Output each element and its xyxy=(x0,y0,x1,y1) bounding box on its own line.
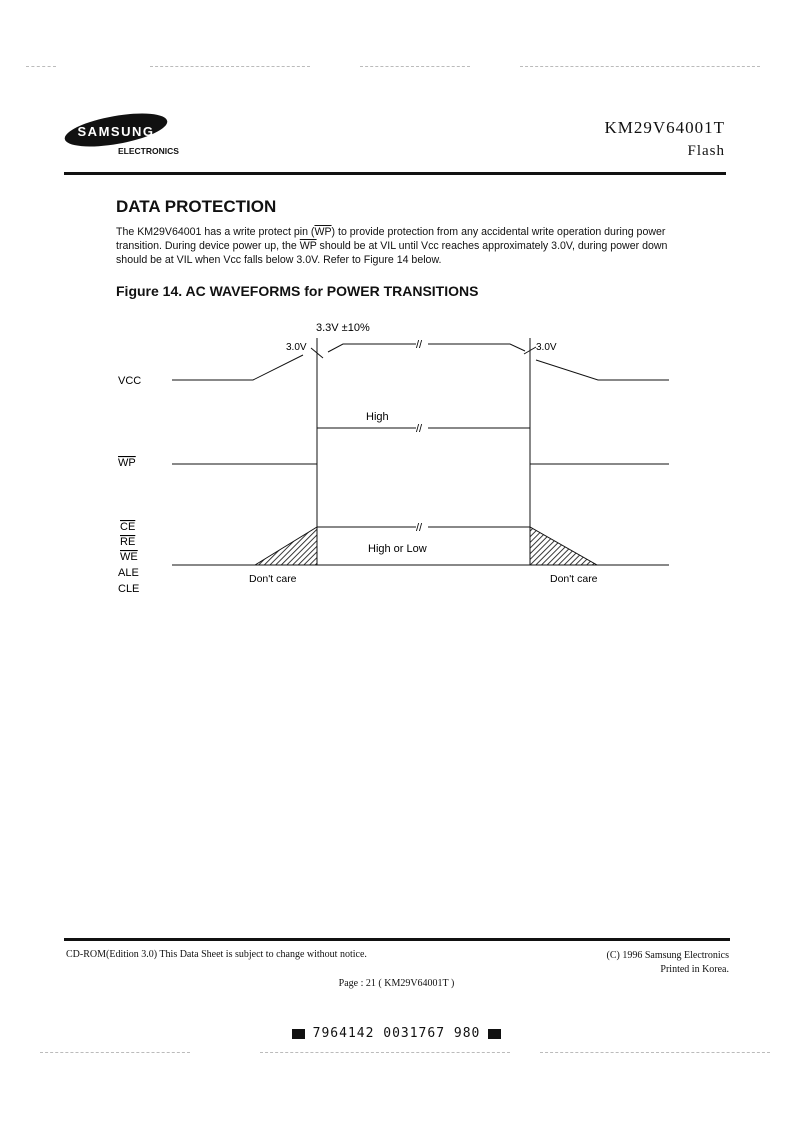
vcc-high-right xyxy=(428,344,525,351)
page-number: Page : 21 ( KM29V64001T ) xyxy=(338,978,455,989)
threshold-label-right: 3.0V xyxy=(536,342,557,353)
barcode-row xyxy=(0,1026,793,1041)
paragraph-pin-wp: $\overline{WP}$ xyxy=(314,226,332,238)
scan-mark xyxy=(40,1052,190,1053)
scan-mark xyxy=(520,66,760,67)
footer-divider xyxy=(64,938,730,941)
footer-copyright: (C) 1996 Samsung Electronics xyxy=(606,950,729,961)
paragraph-text: The KM29V64001 has a write protect pin ( xyxy=(116,226,315,238)
figure-title: Figure 14. AC WAVEFORMS for POWER TRANSITIONS xyxy=(116,283,479,299)
vcc-high-left xyxy=(328,344,416,352)
vcc-ramp-down xyxy=(536,360,669,380)
barcode-block xyxy=(292,1029,305,1039)
dont-care-region-left xyxy=(255,527,317,565)
signal-label-ale: ALE xyxy=(118,567,139,579)
supply-voltage-label: 3.3V ±10% xyxy=(316,322,370,334)
signal-label-cle: CLE xyxy=(118,583,140,595)
paragraph-text: should be at VIL until Vcc reaches approximately 3.0V, during power down should be at VIL when Vcc falls below 3.0V. Refer to Figure 14 below. xyxy=(116,240,668,266)
logo-brand-text: SAMSUNG xyxy=(77,124,155,139)
samsung-logo xyxy=(64,112,214,160)
signal-label-re: RE xyxy=(120,536,136,548)
barcode-block xyxy=(488,1029,501,1039)
signal-label-we: WE xyxy=(120,551,138,563)
waveform-diagram xyxy=(100,310,690,600)
header-product-type: Flash xyxy=(687,143,725,159)
scan-mark xyxy=(26,66,56,67)
logo-division-text: ELECTRONICS xyxy=(118,146,179,156)
paragraph-pin-wp: $\overline{WP}$ xyxy=(299,240,317,252)
vcc-break-mark: // xyxy=(416,339,423,351)
header-model: KM29V64001T xyxy=(604,118,725,137)
signal-label-wp: WP xyxy=(118,457,136,469)
paragraph-text: ) to provide protection from any accidental write operation during power transition. During device power up, the xyxy=(116,226,666,252)
footer-printed: Printed in Korea. xyxy=(660,964,729,975)
signal-label-vcc: VCC xyxy=(118,375,142,387)
signal-label-ce: CE xyxy=(120,521,136,533)
vcc-ramp-up xyxy=(172,355,303,380)
section-title: DATA PROTECTION xyxy=(116,197,277,216)
footer-notice: CD-ROM(Edition 3.0) This Data Sheet is subject to change without notice. xyxy=(66,949,367,960)
barcode-text: 7964142 0031767 980 xyxy=(312,1026,481,1041)
wp-break-mark: // xyxy=(416,423,423,435)
dont-care-label-right: Don't care xyxy=(550,573,598,585)
scan-mark xyxy=(260,1052,510,1053)
threshold-label-left: 3.0V xyxy=(286,342,307,353)
scan-mark xyxy=(150,66,310,67)
wp-state-high: High xyxy=(366,411,389,423)
header-divider xyxy=(64,172,726,175)
dont-care-label-left: Don't care xyxy=(249,573,297,585)
control-break-mark: // xyxy=(416,522,423,534)
section-paragraph xyxy=(116,225,681,267)
scan-mark xyxy=(540,1052,770,1053)
scan-mark xyxy=(360,66,470,67)
control-state-high-or-low: High or Low xyxy=(368,543,427,555)
dont-care-region-right xyxy=(530,527,597,565)
